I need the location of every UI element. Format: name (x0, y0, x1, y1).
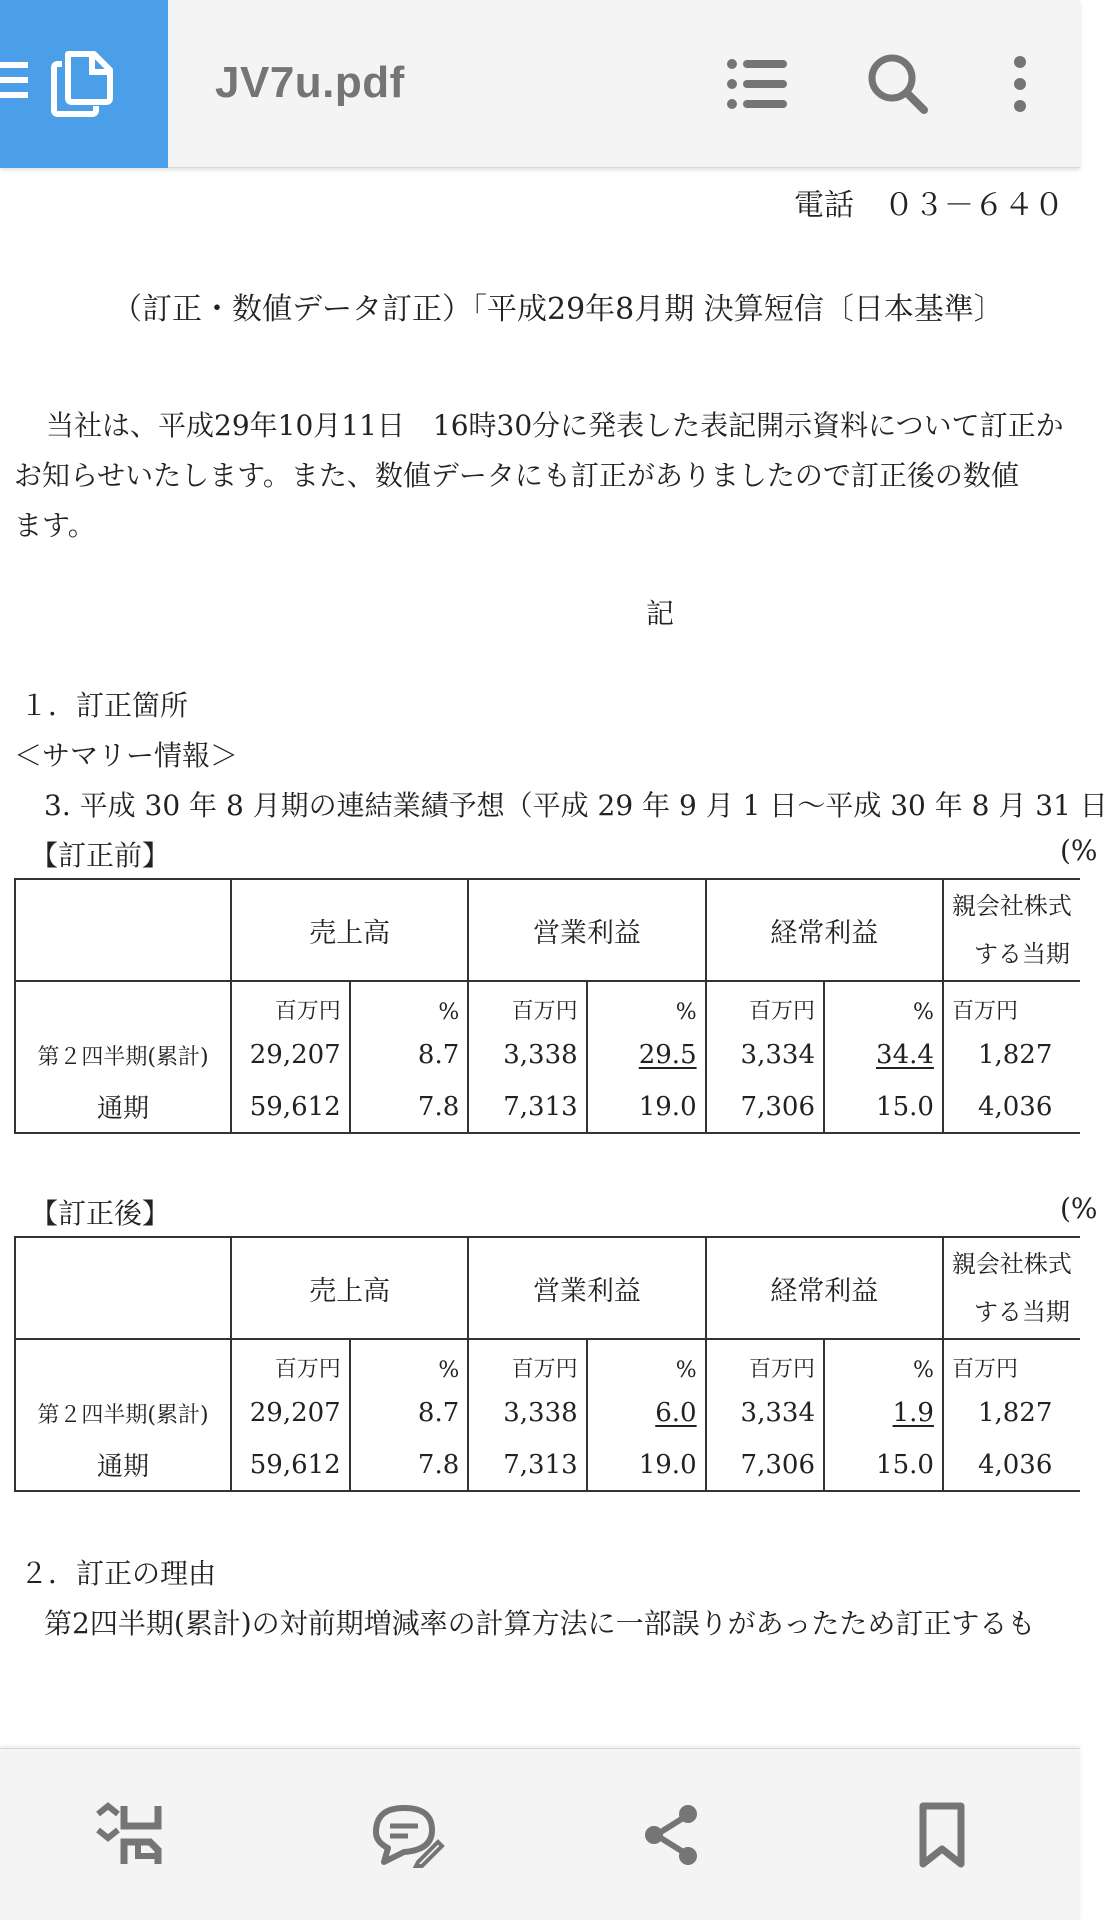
share-icon (642, 1803, 702, 1867)
row-label: 通期 (15, 1439, 231, 1491)
unit-cell: % (587, 1339, 706, 1387)
table-cell: 7,306 (706, 1081, 824, 1133)
table-cell: 59,612 (231, 1439, 350, 1491)
percent-note: (% (1060, 1192, 1098, 1225)
search-icon (866, 52, 930, 116)
table-cell: 15.0 (824, 1081, 943, 1133)
table-cell: 19.0 (587, 1439, 706, 1491)
summary-heading: ＜サマリー情報＞ (14, 739, 239, 772)
unit-cell: 百万円 (468, 981, 586, 1029)
header-sales: 売上高 (231, 1237, 468, 1339)
table-cell: 59,612 (231, 1081, 350, 1133)
paragraph-line: 当社は、平成29年10月11日 16時30分に発表した表記開示資料について訂正か (46, 409, 1064, 442)
unit-cell: % (350, 981, 469, 1029)
table-cell: 34.4 (824, 1029, 943, 1081)
table-cell: 3,338 (468, 1029, 586, 1081)
reason-text: 第2四半期(累計)の対前期増減率の計算方法に一部誤りがあったため訂正するも (44, 1607, 1036, 1640)
document-copy-icon (52, 50, 114, 120)
header-ordinary-income: 経常利益 (706, 879, 943, 981)
bookmark-icon (918, 1801, 966, 1869)
row-label: 通期 (15, 1081, 231, 1133)
table-cell: 8.7 (350, 1387, 469, 1439)
app-bar (0, 0, 1080, 168)
table-cell: 3,334 (706, 1029, 824, 1081)
unit-cell: % (824, 1339, 943, 1387)
annotate-button[interactable] (360, 1789, 452, 1881)
ki-marker: 記 (646, 597, 675, 630)
after-label: 【訂正後】 (30, 1197, 171, 1230)
header-operating-income: 営業利益 (468, 1237, 705, 1339)
pdf-page[interactable] (0, 168, 1108, 1748)
table-cell: 3,334 (706, 1387, 824, 1439)
header-operating-income: 営業利益 (468, 879, 705, 981)
table-cell: 8.7 (350, 1029, 469, 1081)
unit-cell: 百万円 (468, 1339, 586, 1387)
table-cell: 4,036 (943, 1439, 1080, 1491)
table-cell: 29,207 (231, 1387, 350, 1439)
unit-cell: 百万円 (943, 1339, 1080, 1387)
table-cell: 7,313 (468, 1439, 586, 1491)
more-options-button[interactable] (980, 44, 1060, 124)
reading-mode-icon (94, 1802, 166, 1868)
table-cell: 1,827 (943, 1029, 1080, 1081)
header-parent-profit: 親会社株式 する当期 (943, 879, 1080, 981)
forecast-heading: 3. 平成 30 年 8 月期の連結業績予想（平成 29 年 9 月 1 日～平成 30 年 8 月 31 日 (44, 789, 1108, 822)
unit-cell: 百万円 (231, 1339, 350, 1387)
unit-cell: % (587, 981, 706, 1029)
header-ordinary-income: 経常利益 (706, 1237, 943, 1339)
more-vertical-icon (1010, 54, 1030, 114)
unit-cell: 百万円 (943, 981, 1080, 1029)
bottom-toolbar (0, 1748, 1080, 1920)
table-cell: 29,207 (231, 1029, 350, 1081)
table-cell: 7.8 (350, 1081, 469, 1133)
section-heading-reason: ２．訂正の理由 (20, 1557, 217, 1590)
paragraph-line: ます。 (14, 509, 96, 542)
table-cell: 1,827 (943, 1387, 1080, 1439)
phone-line: 電話 ０３－６４０ (794, 188, 1064, 223)
reading-mode-button[interactable] (84, 1789, 176, 1881)
table-corner (15, 879, 231, 981)
table-cell: 1.9 (824, 1387, 943, 1439)
unit-cell: 百万円 (706, 1339, 824, 1387)
search-button[interactable] (858, 44, 938, 124)
menu-button[interactable] (0, 0, 168, 168)
menu-icon (0, 62, 28, 106)
table-corner (15, 1237, 231, 1339)
forecast-table-before (14, 878, 1080, 1134)
table-cell: 7,313 (468, 1081, 586, 1133)
list-icon (727, 58, 789, 110)
outline-button[interactable] (718, 44, 798, 124)
unit-cell: 百万円 (231, 981, 350, 1029)
row-label: 第２四半期(累計) (15, 1387, 231, 1439)
unit-cell: % (350, 1339, 469, 1387)
unit-cell: % (824, 981, 943, 1029)
row-label: 第２四半期(累計) (15, 1029, 231, 1081)
before-label: 【訂正前】 (30, 839, 171, 872)
unit-cell: 百万円 (706, 981, 824, 1029)
section-heading-corrections: １．訂正箇所 (20, 689, 189, 722)
table-cell: 3,338 (468, 1387, 586, 1439)
table-cell: 6.0 (587, 1387, 706, 1439)
table-cell: 19.0 (587, 1081, 706, 1133)
header-sales: 売上高 (231, 879, 468, 981)
comment-edit-icon (368, 1802, 444, 1868)
percent-note: (% (1060, 834, 1098, 867)
forecast-table-after (14, 1236, 1080, 1492)
table-cell: 7.8 (350, 1439, 469, 1491)
document-heading: （訂正・数値データ訂正）「平成29年8月期 決算短信〔日本基準〕 (112, 292, 1004, 327)
table-cell: 15.0 (824, 1439, 943, 1491)
share-button[interactable] (626, 1789, 718, 1881)
table-cell: 7,306 (706, 1439, 824, 1491)
paragraph-line: お知らせいたします。また、数値データにも訂正がありましたので訂正後の数値 (14, 459, 1019, 492)
table-cell: 4,036 (943, 1081, 1080, 1133)
bookmark-button[interactable] (896, 1789, 988, 1881)
table-cell: 29.5 (587, 1029, 706, 1081)
document-title: JV7u.pdf (215, 58, 405, 107)
header-parent-profit: 親会社株式 する当期 (943, 1237, 1080, 1339)
